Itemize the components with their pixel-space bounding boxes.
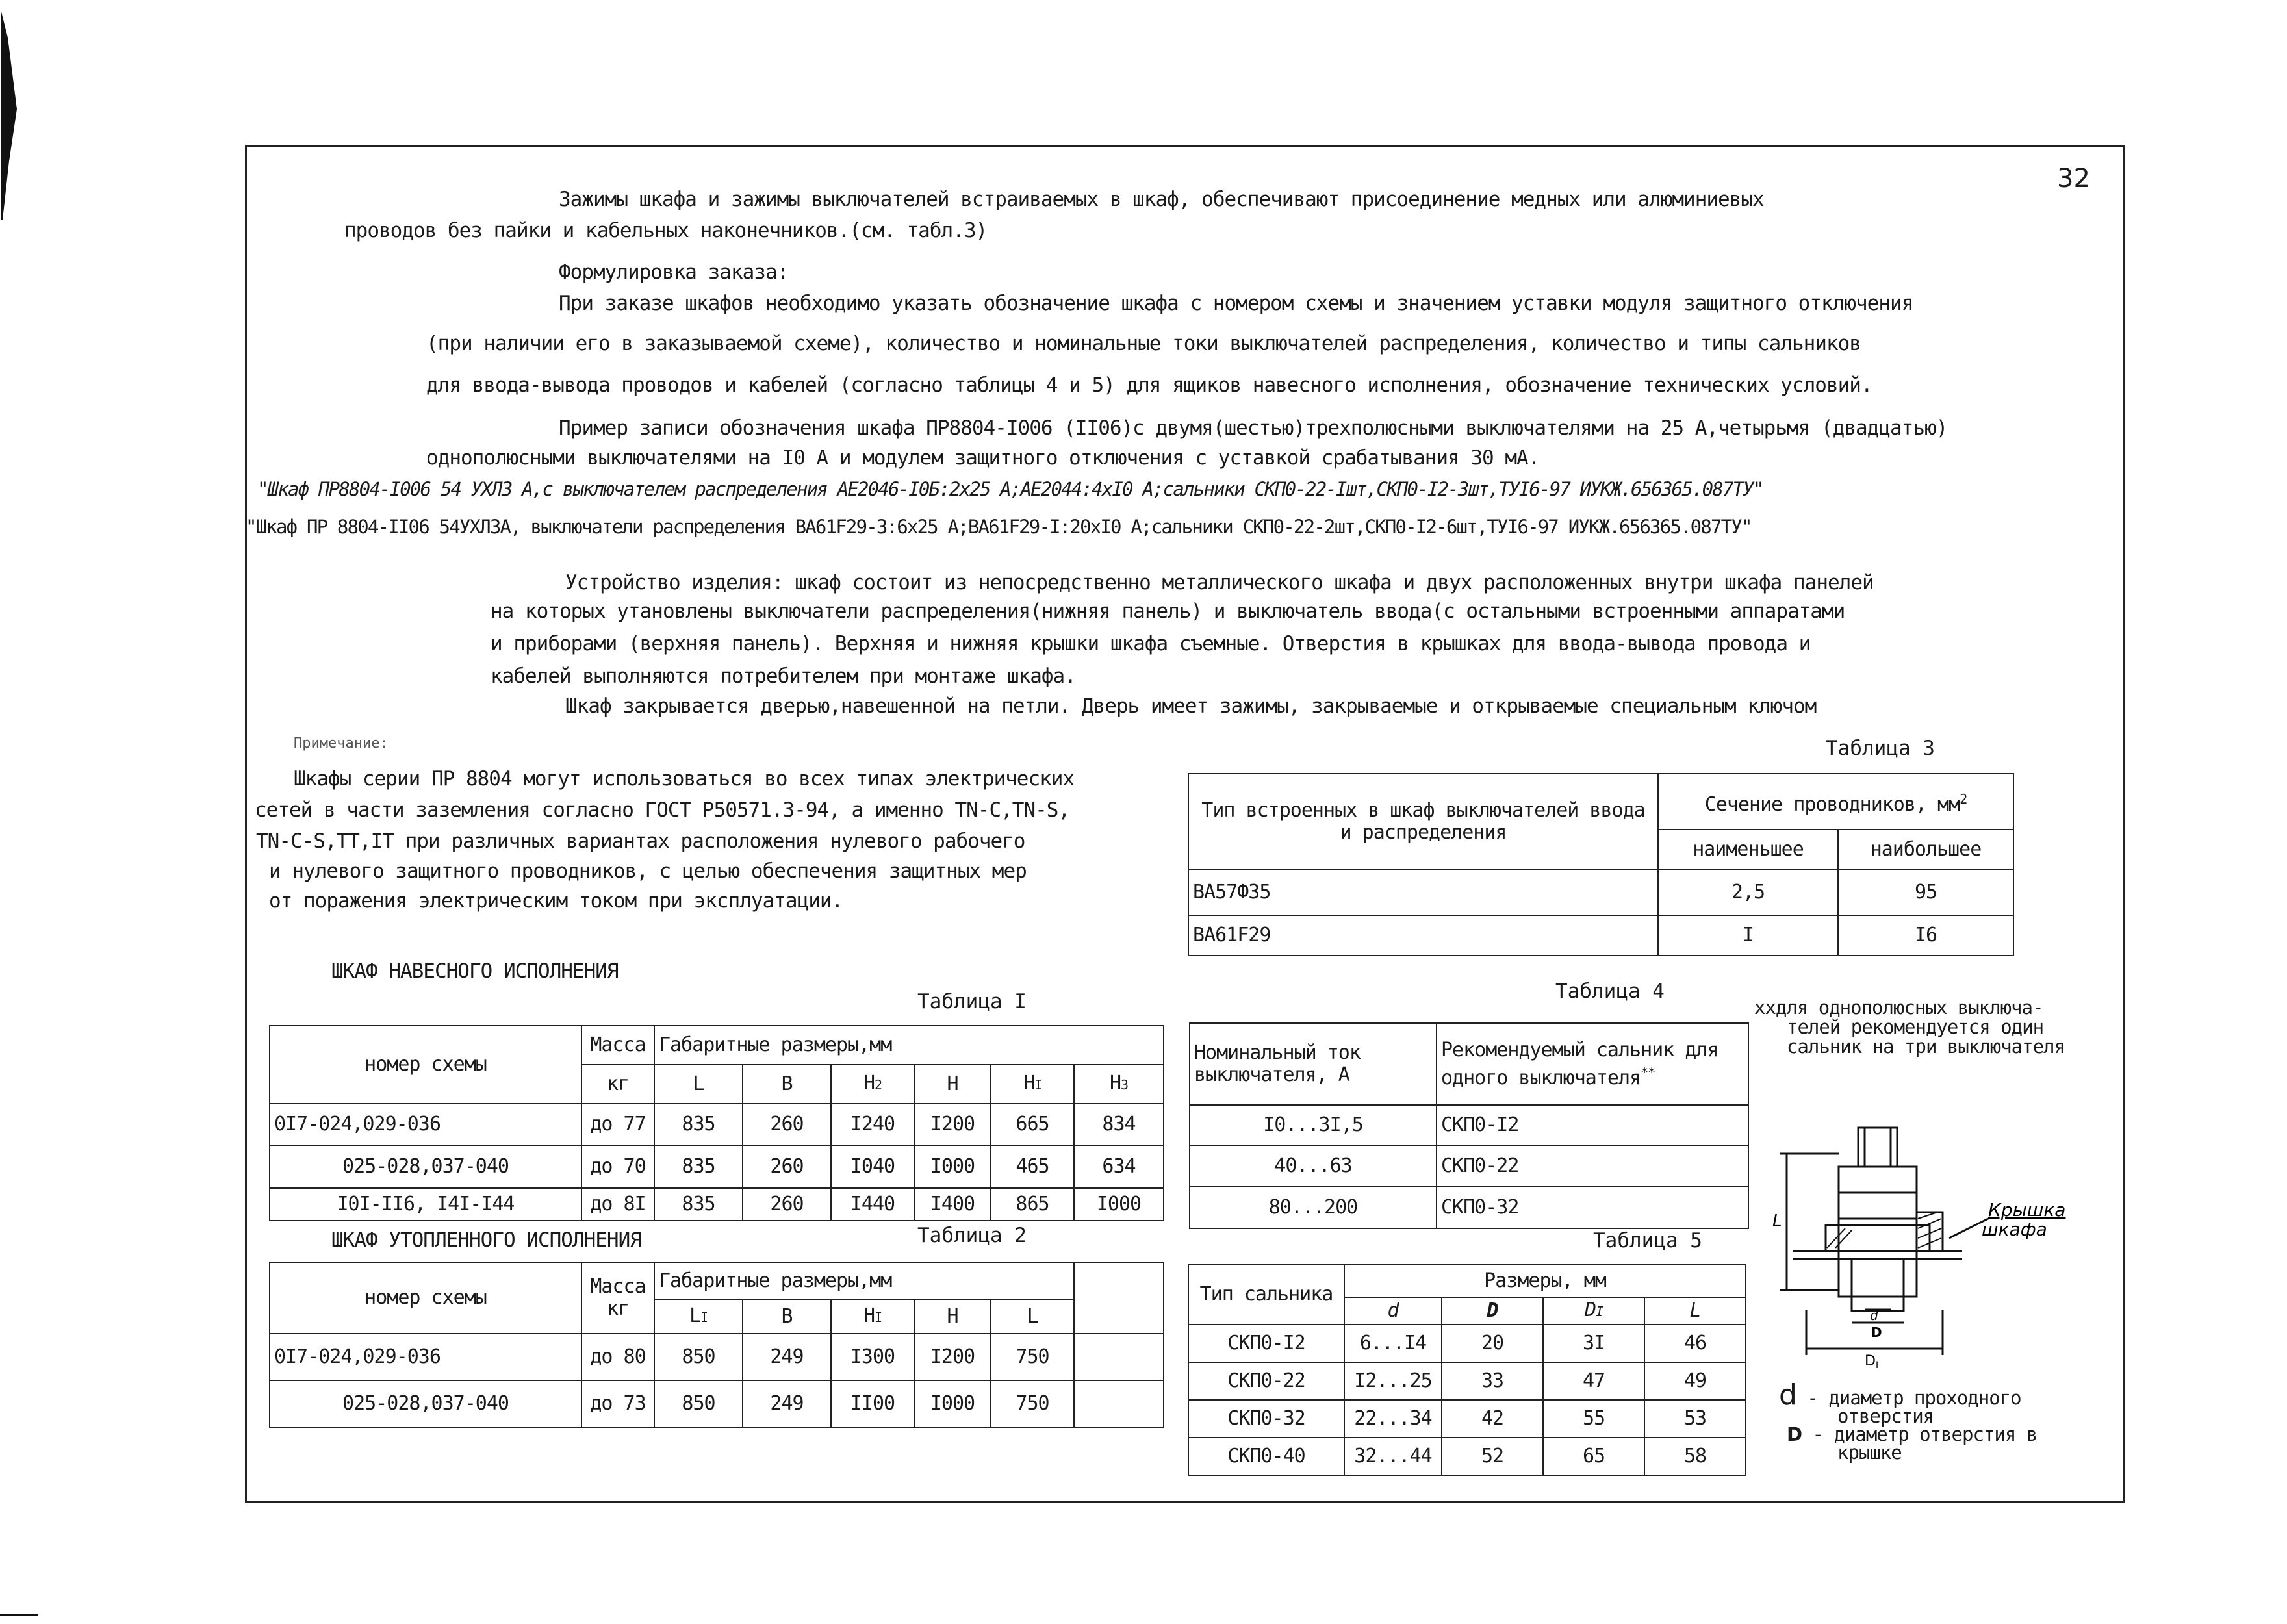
text-line: При заказе шкафов необходимо указать обозначение шкафа с номером схемы и значением уставки модуля защитного отключения — [559, 292, 1913, 315]
table-cell: до 77 — [581, 1104, 654, 1145]
dim-label-d: d — [1870, 1308, 1878, 1323]
table-cell: I2...25 — [1344, 1362, 1442, 1400]
table-cell: 260 — [743, 1104, 831, 1145]
table-cell: I000 — [914, 1145, 991, 1188]
table-cell: ВА57Ф35 — [1188, 870, 1658, 915]
table-cell: 249 — [743, 1334, 831, 1380]
table-cell: 55 — [1543, 1400, 1644, 1438]
table-cell: 0I7-024,029-036 — [270, 1334, 581, 1380]
table-row — [1190, 1187, 1748, 1228]
text-line: проводов без пайки и кабельных наконечников.(см. табл.3) — [344, 219, 988, 242]
note-line: сетей в части заземления согласно ГОСТ Р50571.3-94, а именно TN-C,TN-S, — [255, 798, 1070, 822]
table-cell: I240 — [831, 1104, 914, 1145]
table5-header-type: Тип сальника — [1188, 1265, 1344, 1325]
table-row — [270, 1334, 1164, 1380]
table5-header-dims: Размеры, мм — [1344, 1265, 1746, 1297]
table-cell: 95 — [1838, 870, 2013, 915]
table5-header-D: D — [1442, 1297, 1543, 1325]
table-cell: I200 — [914, 1334, 991, 1380]
table-row — [1188, 1438, 1746, 1475]
table-cell-empty — [1074, 1380, 1164, 1427]
table5-header-D1: DI — [1543, 1297, 1644, 1325]
table-cell: I000 — [914, 1380, 991, 1427]
cover-label: шкафа — [1982, 1219, 2047, 1240]
text-line: для ввода-вывода проводов и кабелей (согласно таблицы 4 и 5) для ящиков навесного исполнения, обозначение технических условий. — [426, 374, 1872, 397]
order-heading: Формулировка заказа: — [559, 260, 789, 284]
table-cell: СКП0-I2 — [1188, 1325, 1344, 1362]
table-cell: 3I — [1543, 1325, 1644, 1362]
table1-header-scheme: номер схемы — [270, 1026, 581, 1104]
example-quote: "Шкаф ПР8804-I006 54 УХЛ3 А,с выключателем распределения АЕ2046-I0Б:2х25 А;АЕ2044:4хI0 А;сальники СКП0-22-Iшт,СКП0-I2-3шт,ТУI6-97 ИУКЖ.656365.087ТУ" — [257, 478, 1763, 500]
page-number: 32 — [2057, 164, 2090, 194]
table-cell: 750 — [991, 1380, 1074, 1427]
table-cell: 665 — [991, 1104, 1074, 1145]
legend — [1779, 1378, 2038, 1464]
table1-header-H2: H2 — [831, 1065, 914, 1104]
table5-header-d: d — [1344, 1297, 1442, 1325]
table-cell: 0I7-024,029-036 — [270, 1104, 581, 1145]
note-line: TN-C-S,TT,IT при различных вариантах расположения нулевого рабочего — [256, 830, 1025, 853]
text-line: Зажимы шкафа и зажимы выключателей встраиваемых в шкаф, обеспечивают присоединение медных или алюминиевых — [559, 188, 1764, 211]
table3-header-max: наибольшее — [1838, 830, 2013, 870]
note-label: Примечание: — [294, 735, 389, 752]
table-cell: СКП0-32 — [1188, 1400, 1344, 1438]
table-cell: I040 — [831, 1145, 914, 1188]
table1-header-L: L — [654, 1065, 743, 1104]
footnote-line: для однополюсных выключа- — [1775, 996, 2043, 1019]
table2-header-scheme: номер схемы — [270, 1262, 581, 1334]
table-cell: I440 — [831, 1188, 914, 1221]
gland-drawing — [1767, 1115, 2105, 1388]
table1-header-H1: HI — [991, 1065, 1074, 1104]
table-cell: 025-028,037-040 — [270, 1380, 581, 1427]
table-cell: 52 — [1442, 1438, 1543, 1475]
table-cell: 53 — [1644, 1400, 1746, 1438]
edge-mark — [0, 1614, 38, 1616]
table-cell: до 8I — [581, 1188, 654, 1221]
table-cell: СКП0-40 — [1188, 1438, 1344, 1475]
table4-header-current: Номинальный ток выключателя, А — [1190, 1023, 1437, 1105]
table-cell: I000 — [1074, 1188, 1164, 1221]
table-cell: 835 — [654, 1188, 743, 1221]
table1-header-mass-unit: кг — [581, 1065, 654, 1104]
table1-header-H: H — [914, 1065, 991, 1104]
table-cell: 6...I4 — [1344, 1325, 1442, 1362]
table2-header-H: H — [914, 1300, 991, 1334]
table1-header-dims: Габаритные размеры,мм — [654, 1026, 1164, 1065]
table-cell: I6 — [1838, 915, 2013, 956]
table-row — [270, 1145, 1164, 1188]
table-cell: 2,5 — [1658, 870, 1838, 915]
table3-header-section: Сечение проводников, $мм^2$ — [1658, 774, 2013, 830]
table-row — [1188, 915, 2013, 956]
legend-letter-d: d — [1779, 1378, 1796, 1412]
legend-letter-D: D — [1787, 1423, 1802, 1445]
table2-header-mass: Масса кг — [581, 1262, 654, 1334]
note-line: от поражения электрическим током при эксплуатации. — [269, 889, 843, 913]
table-cell: 865 — [991, 1188, 1074, 1221]
example-quote: "Шкаф ПР 8804-II06 54УХЛ3А, выключатели распределения ВА61F29-3:6х25 А;ВА61F29-I:20хI0 А;сальники СКП0-22-2шт,СКП0-I2-6шт,ТУI6-97 ИУКЖ.656365.087ТУ" — [246, 516, 1752, 538]
table-cell: I0I-II6, I4I-I44 — [270, 1188, 581, 1221]
text-line: Шкаф закрывается дверью,навешенной на петли. Дверь имеет зажимы, закрываемые и открываемые специальным ключом — [565, 694, 1817, 718]
table2-header-L1: LI — [654, 1300, 743, 1334]
table-cell: СКП0-32 — [1437, 1187, 1748, 1228]
table3 — [1188, 773, 2014, 956]
table-row — [1188, 1400, 1746, 1438]
table-cell: ВА61F29 — [1188, 915, 1658, 956]
footnote-mark: xx — [1754, 996, 1776, 1019]
table-cell: 40...63 — [1190, 1145, 1437, 1187]
table2 — [269, 1262, 1164, 1428]
table2-header-L: L — [991, 1300, 1074, 1334]
table-cell: I400 — [914, 1188, 991, 1221]
table-row — [1190, 1105, 1748, 1145]
table1-header-mass: Масса — [581, 1026, 654, 1065]
table-cell: 835 — [654, 1145, 743, 1188]
table-cell: 58 — [1644, 1438, 1746, 1475]
table-cell: 33 — [1442, 1362, 1543, 1400]
table-cell: 32...44 — [1344, 1438, 1442, 1475]
table-cell: 80...200 — [1190, 1187, 1437, 1228]
table2-header-H1: HI — [831, 1300, 914, 1334]
table-cell: I0...3I,5 — [1190, 1105, 1437, 1145]
table-cell: 260 — [743, 1145, 831, 1188]
table-row — [1188, 1362, 1746, 1400]
table-row — [270, 1188, 1164, 1221]
table4-caption: Таблица 4 — [1555, 980, 1665, 1003]
table-cell: 465 — [991, 1145, 1074, 1188]
table-cell: 834 — [1074, 1104, 1164, 1145]
text-line: Пример записи обозначения шкафа ПР8804-I006 (II06)с двумя(шестью)трехполюсными выключателями на 25 А,четырьмя (двадцатью) — [559, 416, 1948, 440]
table-cell: II00 — [831, 1380, 914, 1427]
legend-text: - диаметр проходного — [1807, 1387, 2021, 1409]
table-cell: 750 — [991, 1334, 1074, 1380]
note-line: Шкафы серии ПР 8804 могут использоваться во всех типах электрических — [294, 767, 1075, 791]
footnote-line: сальник на три выключателя — [1787, 1035, 2065, 1058]
dim-label-D: D — [1871, 1325, 1882, 1340]
table-cell: 49 — [1644, 1362, 1746, 1400]
table1-header-H3: H3 — [1074, 1065, 1164, 1104]
table-cell: 249 — [743, 1380, 831, 1427]
table5 — [1188, 1264, 1746, 1476]
legend-text: отверстия — [1837, 1405, 1934, 1427]
table-cell: I — [1658, 915, 1838, 956]
text-line: на которых утановлены выключатели распределения(нижняя панель) и выключатель ввода(с остальными встроенными аппаратами — [491, 600, 1845, 623]
footnote-line: телей рекомендуется один — [1787, 1016, 2044, 1038]
section-heading-wall: ШКАФ НАВЕСНОГО ИСПОЛНЕНИЯ — [331, 959, 619, 983]
table-cell: СКП0-22 — [1437, 1145, 1748, 1187]
table-cell: 634 — [1074, 1145, 1164, 1188]
table-cell: 42 — [1442, 1400, 1543, 1438]
table-cell: до 70 — [581, 1145, 654, 1188]
table2-header-dims: Габаритные размеры,мм — [654, 1262, 1074, 1300]
table-cell: СКП0-I2 — [1437, 1105, 1748, 1145]
table-cell: 22...34 — [1344, 1400, 1442, 1438]
cover-label: Крышка — [1988, 1199, 2066, 1221]
table-cell: 260 — [743, 1188, 831, 1221]
table1 — [269, 1025, 1164, 1221]
table3-caption: Таблица 3 — [1826, 737, 1935, 760]
table-cell: 835 — [654, 1104, 743, 1145]
dim-label-D1: DI — [1865, 1353, 1879, 1371]
table1-header-B: B — [743, 1065, 831, 1104]
table-cell: I200 — [914, 1104, 991, 1145]
table-cell-empty — [1074, 1334, 1164, 1380]
text-line: однополюсными выключателями на I0 А и модулем защитного отключения с уставкой срабатывания 30 мА. — [426, 446, 1540, 470]
text-line: Устройство изделия: шкаф состоит из непосредственно металлического шкафа и двух расположенных внутри шкафа панелей — [565, 571, 1874, 594]
table-cell: до 80 — [581, 1334, 654, 1380]
table-cell-empty — [1074, 1262, 1164, 1334]
table4-header-gland: Рекомендуемый сальник для одного выключателя** — [1437, 1023, 1748, 1105]
table-row — [270, 1104, 1164, 1145]
table-cell: СКП0-22 — [1188, 1362, 1344, 1400]
table-cell: 850 — [654, 1334, 743, 1380]
table5-header-L: L — [1644, 1297, 1746, 1325]
table-cell: I300 — [831, 1334, 914, 1380]
footnote — [1754, 998, 2065, 1056]
text-line: и приборами (верхняя панель). Верхняя и нижняя крышки шкафа съемные. Отверстия в крышках для ввода-вывода провода и — [491, 632, 1811, 655]
table-cell: 850 — [654, 1380, 743, 1427]
table-cell: 46 — [1644, 1325, 1746, 1362]
legend-text: - диаметр отверстия в — [1812, 1423, 2038, 1445]
table-cell: 20 — [1442, 1325, 1543, 1362]
table-row — [270, 1380, 1164, 1427]
text-line: кабелей выполняются потребителем при монтаже шкафа. — [491, 665, 1076, 688]
table4 — [1189, 1022, 1749, 1229]
table-cell: 025-028,037-040 — [270, 1145, 581, 1188]
table2-header-B: B — [743, 1300, 831, 1334]
binding-mark — [0, 12, 19, 220]
text-line: (при наличии его в заказываемой схеме), количество и номинальные токи выключателей распределения, количество и типы сальников — [426, 332, 1861, 355]
table5-caption: Таблица 5 — [1593, 1229, 1702, 1252]
table3-header-min: наименьшее — [1658, 830, 1838, 870]
table-row — [1190, 1145, 1748, 1187]
table3-header-type: Тип встроенных в шкаф выключателей ввода и распределения — [1188, 774, 1658, 870]
table-cell: до 73 — [581, 1380, 654, 1427]
table-row — [1188, 1325, 1746, 1362]
table1-caption: Таблица I — [917, 990, 1027, 1013]
legend-text: крышке — [1837, 1441, 1902, 1464]
dim-label-L: L — [1772, 1212, 1782, 1231]
section-heading-flush: ШКАФ УТОПЛЕННОГО ИСПОЛНЕНИЯ — [331, 1228, 641, 1252]
table-cell: 65 — [1543, 1438, 1644, 1475]
table-row — [1188, 870, 2013, 915]
note-line: и нулевого защитного проводников, с целью обеспечения защитных мер — [269, 859, 1027, 883]
table-cell: 47 — [1543, 1362, 1644, 1400]
table2-caption: Таблица 2 — [917, 1224, 1027, 1247]
